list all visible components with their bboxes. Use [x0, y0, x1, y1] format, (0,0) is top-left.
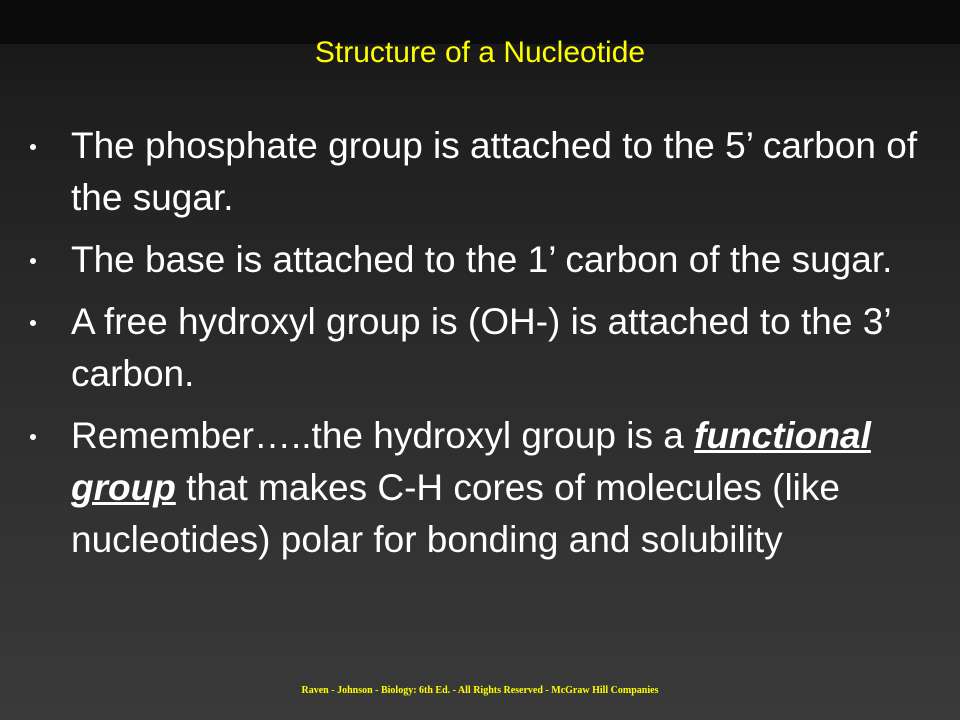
- bullet-text: [71, 410, 932, 566]
- slide-title: Structure of a Nucleotide: [314, 36, 646, 69]
- bullet-list: [0, 120, 960, 576]
- bullet-item-hydroxyl: [0, 296, 960, 400]
- bullet-text: A free hydroxyl group is (OH-) is attached to the 3’ carbon.: [71, 301, 891, 394]
- bullet-dot-icon: [30, 434, 36, 440]
- bullet-dot-icon: [30, 258, 36, 264]
- bullet-text: The phosphate group is attached to the 5’ carbon of the sugar.: [71, 125, 918, 218]
- bullet-dot-icon: [30, 320, 36, 326]
- copyright-footer: Raven - Johnson - Biology: 6th Ed. - All Rights Reserved - McGraw Hill Companies: [301, 685, 659, 696]
- bullet-item-remember: [0, 410, 960, 566]
- bullet-dot-icon: [30, 144, 36, 150]
- bullet-text-after: that makes C-H cores of molecules (like nucleotides) polar for bonding and solubility: [71, 467, 840, 560]
- bullet-item-base: [0, 234, 960, 286]
- functional-group-emphasis: functional group: [71, 415, 871, 508]
- bullet-item-phosphate: [0, 120, 960, 224]
- bullet-text: The base is attached to the 1’ carbon of the sugar.: [71, 239, 893, 280]
- bullet-text-before: Remember…..the hydroxyl group is a: [71, 415, 695, 456]
